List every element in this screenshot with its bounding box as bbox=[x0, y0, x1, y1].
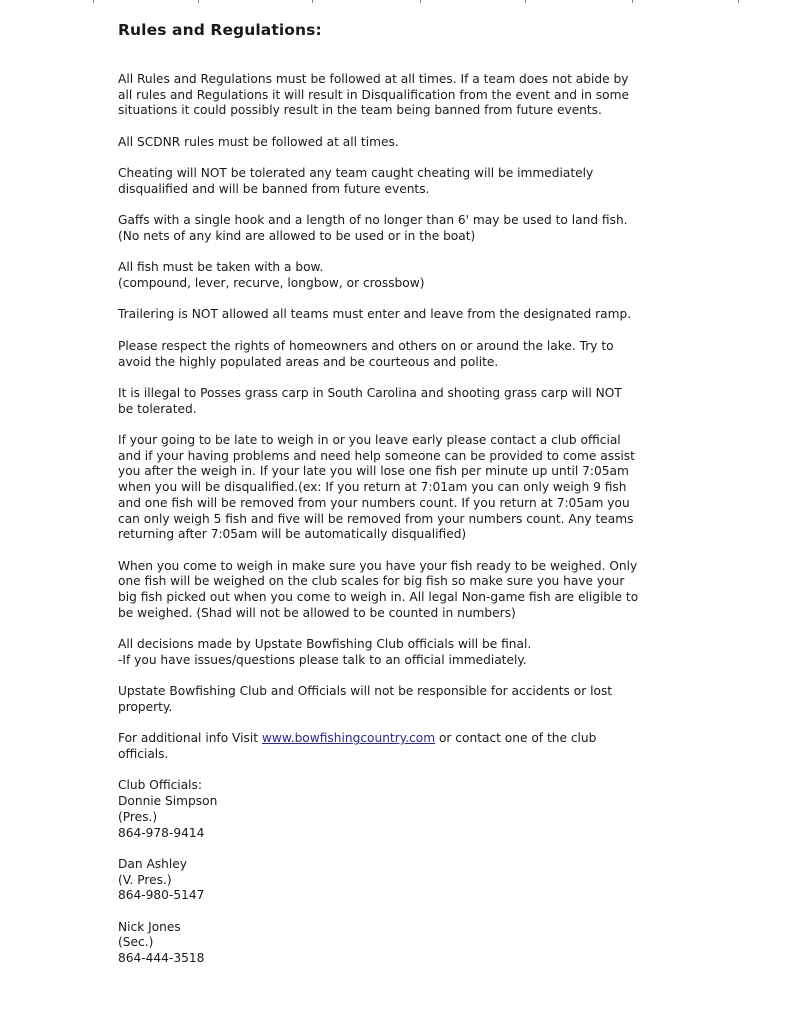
rule-line: If your going to be late to weigh in or you leave early please contact a club official bbox=[118, 433, 621, 448]
rule-line: big fish picked out when you come to weigh in. All legal Non-game fish are eligible to bbox=[118, 590, 639, 605]
official-role: (Pres.) bbox=[118, 809, 158, 824]
rule-paragraph bbox=[118, 166, 688, 197]
rule-line: disqualified and will be banned from future events. bbox=[118, 181, 430, 196]
official-phone: 864-978-9414 bbox=[118, 825, 205, 840]
official-entry bbox=[118, 794, 688, 841]
rule-line: All fish must be taken with a bow. bbox=[118, 260, 324, 275]
official-name: Dan Ashley bbox=[118, 856, 187, 871]
rule-line: one fish will be weighed on the club scales for big fish so make sure you have your bbox=[118, 574, 625, 589]
rule-line: Trailering is NOT allowed all teams must enter and leave from the designated ramp. bbox=[118, 307, 632, 322]
rule-line: and if your having problems and need help someone can be provided to come assist bbox=[118, 448, 635, 463]
rule-line: (No nets of any kind are allowed to be used or in the boat) bbox=[118, 228, 476, 243]
rule-paragraph bbox=[118, 559, 688, 622]
rule-line: all rules and Regulations it will result in Disqualification from the event and in some bbox=[118, 87, 629, 102]
rule-paragraph bbox=[118, 135, 688, 151]
rule-line: Please respect the rights of homeowners and others on or around the lake. Try to bbox=[118, 338, 614, 353]
page-title: Rules and Regulations: bbox=[118, 21, 322, 39]
rule-paragraph bbox=[118, 260, 688, 291]
officials-heading: Club Officials: bbox=[118, 778, 203, 793]
official-phone: 864-444-3518 bbox=[118, 951, 205, 966]
rule-line: All decisions made by Upstate Bowfishing Club officials will be final. bbox=[118, 637, 532, 652]
additional-info-prefix: For additional info Visit bbox=[118, 731, 262, 746]
additional-info-line-2: officials. bbox=[118, 747, 169, 762]
rule-paragraph bbox=[118, 386, 688, 417]
rule-line: (compound, lever, recurve, longbow, or crossbow) bbox=[118, 276, 425, 291]
official-role: (Sec.) bbox=[118, 935, 154, 950]
rule-paragraph bbox=[118, 433, 688, 543]
rule-line: be tolerated. bbox=[118, 401, 197, 416]
rule-paragraph bbox=[118, 72, 688, 119]
officials-list bbox=[118, 794, 688, 967]
additional-info-line bbox=[118, 731, 688, 747]
rule-line: When you come to weigh in make sure you have your fish ready to be weighed. Only bbox=[118, 558, 638, 573]
rule-line: when you will be disqualified.(ex: If you return at 7:01am you can only weigh 9 fish bbox=[118, 480, 627, 495]
rule-paragraph bbox=[118, 684, 688, 715]
rules-list bbox=[118, 72, 688, 716]
rule-line: can only weigh 5 fish and five will be removed from your numbers count. Any teams bbox=[118, 511, 634, 526]
rule-line: avoid the highly populated areas and be courteous and polite. bbox=[118, 354, 499, 369]
official-phone: 864-980-5147 bbox=[118, 888, 205, 903]
rule-line: situations it could possibly result in the team being banned from future events. bbox=[118, 103, 602, 118]
official-name: Donnie Simpson bbox=[118, 794, 218, 809]
rule-paragraph bbox=[118, 637, 688, 668]
rule-paragraph bbox=[118, 213, 688, 244]
website-link[interactable]: www.bowfishingcountry.com bbox=[261, 731, 436, 746]
rule-paragraph bbox=[118, 339, 688, 370]
rule-line: Gaffs with a single hook and a length of no longer than 6' may be used to land fish. bbox=[118, 213, 628, 228]
rule-line: and one fish will be removed from your numbers count. If you return at 7:05am you bbox=[118, 495, 630, 510]
club-officials bbox=[118, 778, 688, 966]
rule-line: returning after 7:05am will be automatically disqualified) bbox=[118, 527, 467, 542]
scan-edge-marks bbox=[0, 0, 791, 4]
rule-line: Upstate Bowfishing Club and Officials will not be responsible for accidents or lost bbox=[118, 684, 613, 699]
rule-line: All SCDNR rules must be followed at all times. bbox=[118, 134, 399, 149]
additional-info-suffix: or contact one of the club bbox=[435, 731, 597, 746]
rule-line: you after the weigh in. If your late you will lose one fish per minute up until 7:05am bbox=[118, 464, 629, 479]
rule-paragraph bbox=[118, 307, 688, 323]
rule-line: All Rules and Regulations must be followed at all times. If a team does not abide by bbox=[118, 72, 629, 86]
rule-line: It is illegal to Posses grass carp in South Carolina and shooting grass carp will NOT bbox=[118, 385, 622, 400]
official-name: Nick Jones bbox=[118, 919, 181, 934]
rule-line: property. bbox=[118, 699, 173, 714]
rule-line: be weighed. (Shad will not be allowed to be counted in numbers) bbox=[118, 605, 516, 620]
official-entry bbox=[118, 857, 688, 904]
additional-info-paragraph bbox=[118, 731, 688, 762]
rules-body bbox=[118, 72, 688, 967]
rule-line: -If you have issues/questions please talk to an official immediately. bbox=[118, 652, 527, 667]
official-entry bbox=[118, 920, 688, 967]
official-role: (V. Pres.) bbox=[118, 872, 172, 887]
rule-line: Cheating will NOT be tolerated any team caught cheating will be immediately bbox=[118, 166, 594, 181]
